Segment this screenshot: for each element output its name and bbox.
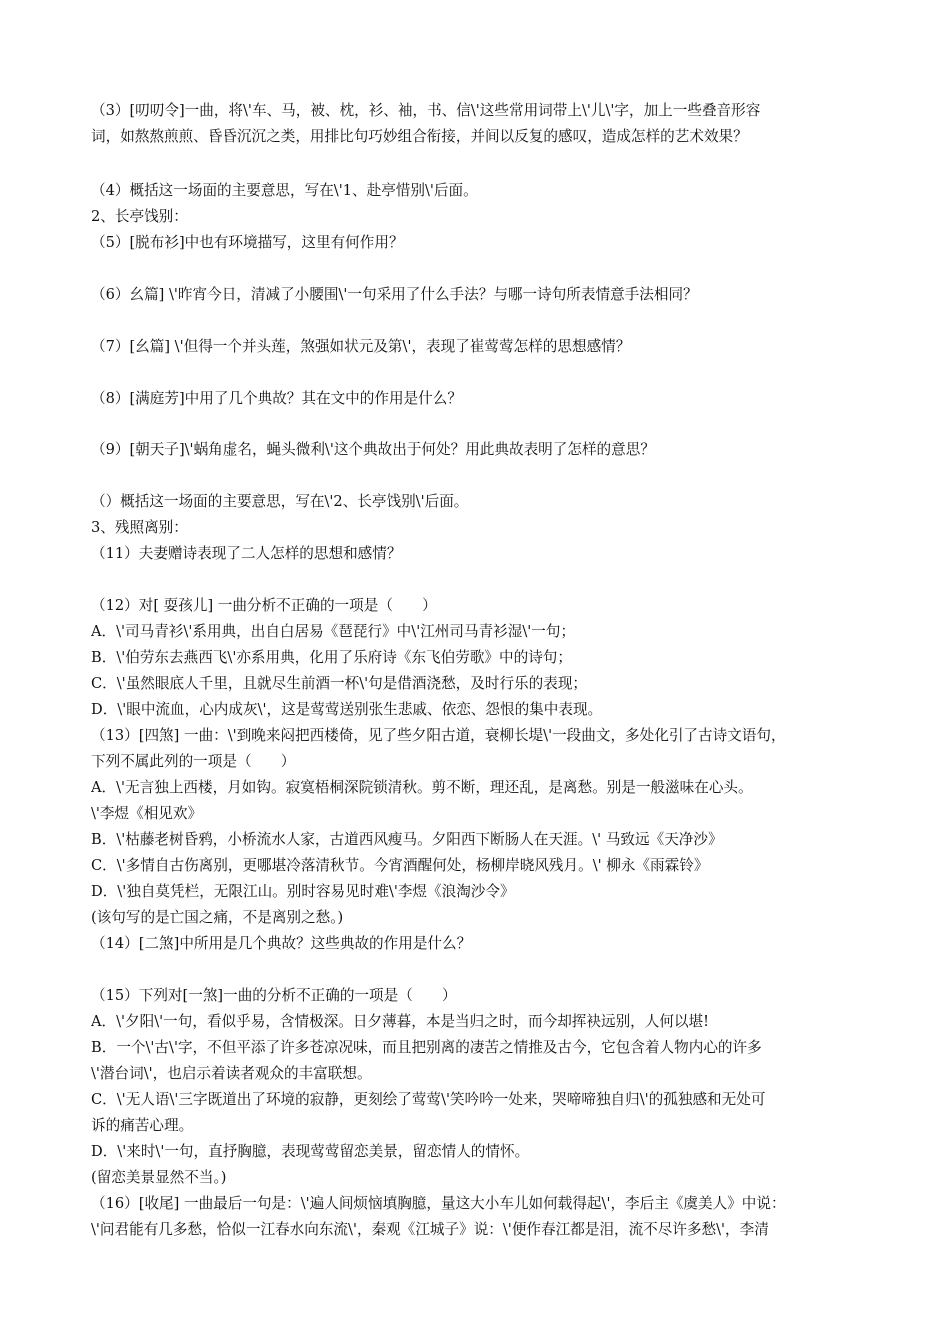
question-12-option-c: C．\'虽然眼底人千里，且就尽生前酒一杯\'句是借酒浇愁，及时行乐的表现； (91, 675, 588, 692)
question-7: （7）[幺篇] \'但得一个并头莲，煞强如状元及第\'，表现了崔莺莺怎样的思想感情？ (91, 338, 631, 355)
question-13-option-c: C．\'多情自古伤离别，更哪堪冷落清秋节。今宵酒醒何处，杨柳岸晓风残月。\' 柳永《雨霖铃》 (91, 857, 709, 874)
question-11: （11）夫妻赠诗表现了二人怎样的思想和感情？ (91, 545, 402, 562)
question-14: （14）[二煞]中所用是几个典故？这些典故的作用是什么？ (91, 935, 472, 952)
question-5: （5）[脱布衫]中也有环境描写，这里有何作用？ (91, 234, 404, 251)
question-15-option-c-line-2: 诉的痛苦心理。 (91, 1117, 194, 1134)
question-6: （6）幺篇] \'昨宵今日，清减了小腰围\'一句采用了什么手法？与哪一诗句所表情意手法相同？ (91, 286, 698, 303)
question-13-option-b: B．\'枯藤老树昏鸦，小桥流水人家，古道西风瘦马。夕阳西下断肠人在天涯。\' 马致远《天净沙》 (91, 831, 723, 848)
question-13-line-1: （13）[四煞] 一曲：\'到晚来闷把西楼倚，见了些夕阳古道，衰柳长堤\'一段曲文，多处化引了古诗文语句， (91, 727, 786, 744)
question-3-line-1: （3）[叨叨令]一曲，将\'车、马，被、枕，衫、袖，书、信\'这些常用词带上\'儿\'字，加上一些叠音形容 (91, 102, 761, 119)
question-15-note: (留恋美景显然不当。) (91, 1169, 227, 1186)
question-16-line-2: \'问君能有几多愁，恰似一江春水向东流\'，秦观《江城子》说：\'便作春江都是泪，流不尽许多愁\'，李清 (91, 1221, 769, 1238)
question-15-option-d: D．\'来时\'一句，直抒胸臆，表现莺莺留恋美景，留恋情人的情怀。 (91, 1143, 530, 1160)
question-4: （4）概括这一场面的主要意思，写在\'1、赴亭惜别\'后面。 (91, 182, 478, 199)
question-8: （8）[满庭芳]中用了几个典故？其在文中的作用是什么？ (91, 390, 462, 407)
question-15-option-b-line-1: B．一个\'古\'字，不但平添了许多苍凉况味，而且把别离的凄苦之情推及古今，它包含着人物内心的许多 (91, 1039, 762, 1056)
question-3-line-2: 词，如熬熬煎煎、昏昏沉沉之类，用排比句巧妙组合衔接，并间以反复的感叹，造成怎样的艺术效果？ (91, 128, 748, 145)
question-12-option-a: A．\'司马青衫\'系用典，出自白居易《琶琵行》中\'江州司马青衫湿\'一句； (91, 623, 576, 640)
question-15: （15）下列对[一煞]一曲的分析不正确的一项是（ ） (91, 987, 457, 1004)
question-16-line-1: （16）[收尾] 一曲最后一句是：\'遍人间烦恼填胸臆，量这大小车儿如何载得起\'，李后主《虞美人》中说： (91, 1195, 786, 1212)
question-13-option-a-line-2: \'李煜《相见欢》 (91, 805, 203, 822)
question-13-option-a-line-1: A．\'无言独上西楼，月如钩。寂寞梧桐深院锁清秋。剪不断，理还乱，是离愁。别是一般滋味在心头。 (91, 779, 753, 796)
question-12: （12）对[ 耍孩儿] 一曲分析不正确的一项是（ ） (91, 597, 437, 614)
section-3-heading: 3、残照离别： (91, 519, 188, 536)
question-13-line-2: 下列不属此列的一项是（ ） (91, 753, 296, 770)
question-15-option-b-line-2: \'潜台词\'，也启示着读者观众的丰富联想。 (91, 1065, 372, 1082)
question-10: （）概括这一场面的主要意思，写在\'2、长亭饯别\'后面。 (91, 493, 469, 510)
question-13-option-d: D．\'独自莫凭栏，无限江山。别时容易见时难\'李煜《浪淘沙令》 (91, 883, 515, 900)
question-15-option-c-line-1: C．\'无人语\'三字既道出了环境的寂静，更刻绘了莺莺\'笑吟吟一处来，哭啼啼独自归\'的孤独感和无处可 (91, 1091, 766, 1108)
question-12-option-d: D．\'眼中流血，心内成灰\'，这是莺莺送别张生悲戚、依恋、怨恨的集中表现。 (91, 701, 603, 718)
question-9: （9）[朝天子]\'蜗角虚名，蝇头微利\'这个典故出于何处？用此典故表明了怎样的意思？ (91, 441, 655, 458)
question-15-option-a: A．\'夕阳\'一句，看似乎易，含情极深。日夕薄暮，本是当归之时，而今却挥袂远别，人何以堪! (91, 1013, 710, 1030)
question-12-option-b: B．\'伯劳东去燕西飞\'亦系用典，化用了乐府诗《东飞伯劳歌》中的诗句； (91, 649, 572, 666)
section-2-heading: 2、长亭饯别： (91, 208, 188, 225)
question-13-note: (该句写的是亡国之痛，不是离别之愁。) (91, 909, 344, 926)
